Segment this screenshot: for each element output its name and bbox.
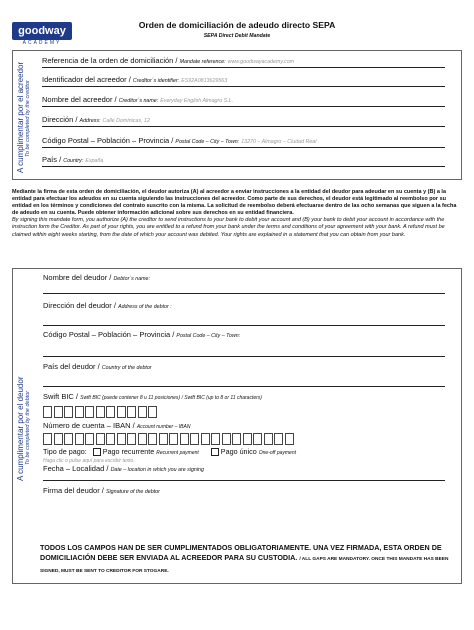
payment-type-row: Tipo de pago: Pago recurrente Recurrent payment Pago único One-off payment xyxy=(43,447,296,456)
debtor-postal-field[interactable]: Código Postal – Población – Provincia / Postal Code – City – Town: xyxy=(43,330,445,357)
debtor-side-label: A cumplimentar por el deudor To be completed by the debtor xyxy=(16,376,31,481)
debtor-country-field[interactable]: País del deudor / Country of the debtor xyxy=(43,362,445,387)
creditor-address-field[interactable]: Dirección / Address: Calle Domínicas, 12 xyxy=(42,115,445,127)
legal-text-es: Mediante la firma de esta orden de domiciliación, el deudor autoriza (A) al acreedor a enviar instrucciones a la entidad del deudor para adeudar en su cuenta y (B) a la entidad para efectuar los adeudos en su cuenta siguiendo las instrucciones del acreedor. Como parte de sus derechos, el deudor está legitimado al reembolso por su entidad en los términos y condiciones del contrato suscrito con la misma. La solicitud de reembolso deberá efectuarse dentro de las ocho semanas que siguen a la fecha de adeudo en su cuenta. Puede obtener información adicional sobre sus derechos en su entidad financiera. xyxy=(12,189,457,217)
mandate-reference-field[interactable]: Referencia de la orden de domiciliación / Mandate reference: www.goodwayacademy.com xyxy=(42,56,445,68)
creditor-side-label: A cumplimentar por el acreedor To be completed by the creditor xyxy=(16,61,31,173)
debtor-signature-field[interactable]: Firma del deudor / Signature of the debtor xyxy=(43,486,160,495)
logo-wordmark: goodway xyxy=(12,22,72,40)
creditor-section xyxy=(12,50,462,180)
payment-type-placeholder[interactable]: Haga clic o pulse aquí para escribir texto. xyxy=(43,458,135,464)
mandatory-notice-en: / ALL GAPS ARE MANDATORY. ONCE THIS MANDATE HAS BEEN SIGNED, MUST BE SENT TO CREDITOR FOR STOGARE. xyxy=(40,557,449,574)
legal-text-en: By signing this mandate form, you authorize (A) the creditor to send instructions to your bank to debit your account and (B) your bank to debit your account in accordance with the instruction form the Creditor. As part of your rights, you are entitled to a refund from your bank under the terms and conditions of your agreement with your bank. A refund must be claimed within eight weeks starting, from the date of which your account was debited. Your rights are explained in a statement that you can obtain from your bank. xyxy=(12,217,445,238)
iban-label: Número de cuenta – IBAN / Account number – IBAN xyxy=(43,421,191,430)
logo-subtitle: ACADEMY xyxy=(22,40,62,46)
creditor-postal-field[interactable]: Código Postal – Población – Provincia / Postal Code – City – Town: 13270 – Almagro – Ciudad Real xyxy=(42,136,445,148)
recurrent-payment-checkbox[interactable] xyxy=(93,448,101,456)
document-title: Orden de domiciliación de adeudo directo SEPA xyxy=(138,20,336,30)
debtor-section xyxy=(12,268,462,584)
debtor-address-field[interactable]: Dirección del deudor / Address of the debtor : xyxy=(43,301,445,326)
document-subtitle: SEPA Direct Debit Mandate xyxy=(203,33,271,39)
date-location-field[interactable]: Fecha – Localidad / Date – location in which you are signing xyxy=(43,464,445,481)
bic-label: Swift BIC / Swift BIC (puede contener 8 u 11 posiciones) / Swift BIC (up to 8 or 11 characters) xyxy=(43,392,262,401)
creditor-country-field[interactable]: País / Country: España xyxy=(42,155,445,167)
mandate-legal-text xyxy=(12,189,458,239)
oneoff-payment-checkbox[interactable] xyxy=(211,448,219,456)
mandatory-notice-es: TODOS LOS CAMPOS HAN DE SER CUMPLIMENTADOS OBLIGATORIAMENTE. UNA VEZ FIRMADA, ESTA ORDEN DE DOMICILIACIÓN DEBE SER ENVIADA AL ACREEDOR PARA SU CUSTODIA. xyxy=(40,543,442,562)
creditor-name-field[interactable]: Nombre del acreedor / Creditor´s name: Everyday English Almagro S.L. xyxy=(42,95,445,107)
debtor-name-field[interactable]: Nombre del deudor / Debtor´s name: xyxy=(43,273,445,294)
creditor-identifier-field[interactable]: Identificador del acreedor / Creditor´s identifier: ES92A08136295​63 xyxy=(42,75,445,87)
mandatory-notice xyxy=(40,543,450,577)
